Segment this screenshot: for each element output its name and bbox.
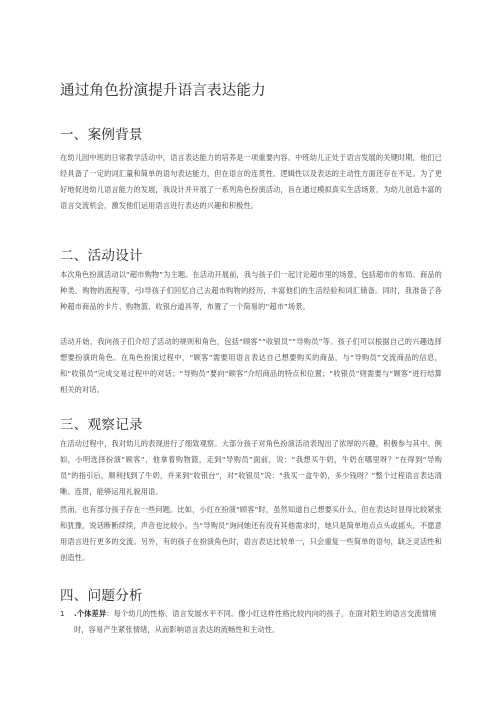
- section-heading-problem-analysis: 四、问题分析: [60, 588, 143, 604]
- paragraph-observation-2: 然而，也有部分孩子存在一些问题。比如，小红在扮演“顾客”时，虽然知道自己想要买什么，但在表达时显得比较紧张和犹豫，说话断断续续，声音也比较小。当“导购员”询问她还有没有其他需求时，她只是简单地点点头或摇头，不愿意用语言进行更多的交流。另外，有的孩子在扮演角色时，语言表达比较单一，只会重复一些简单的语句，缺乏灵活性和创造性。: [60, 505, 442, 562]
- paragraph-observation-1: 在活动过程中，我对幼儿的表现进行了细致观察。大部分孩子对角色扮演活动表现出了浓厚的兴趣，积极参与其中。例如，小明选择扮演“顾客”，他拿着购物篮，走到“导购员”面前，说：“我想买牛奶，牛奶在哪里呀？”在得到“导购员”的指引后，顺利找到了牛奶，并来到“收银台”，对“收银员”说：“我买一盒牛奶，多少钱呀？”整个过程语言表达清晰、连贯，能够运用礼貌用语。: [60, 439, 442, 496]
- list-item-text: ：每个幼儿的性格、语言发展水平不同。像小红这样性格比较内向的孩子，在面对陌生的语言交流情境时，容易产生紧张情绪，从而影响语言表达的流畅性和主动性。: [74, 609, 437, 634]
- list-item: [60, 606, 442, 638]
- document-title: 通过角色扮演提升语言表达能力: [60, 83, 266, 99]
- paragraph-activity-design-1: 本次角色扮演活动以“超市购物”为主题。在活动开展前，我与孩子们一起讨论超市里的场景，包括超市的布局、商品的种类、购物的流程等，弓I导孩子们回忆自己去超市购物的经历，丰富他们的生活经验和词汇储备。同时，我准备了各种超市商品的卡片、购物篮、收银台道具等，布置了一个简易的“超市”场景。: [60, 270, 442, 311]
- section-heading-background: 一、案例背景: [60, 127, 143, 143]
- section-heading-observation: 三、观察记录: [60, 417, 143, 433]
- paragraph-background: 在幼儿园中班的日常教学活动中，语言表达能力的培养是一项重要内容。中班幼儿正处于语言发展的关键时期，他们已经具备了一定的词汇量和简单的语句表达能力，但在语言的连贯性、逻辑性以及表达的主动性方面还存在不足。为了更好地促进幼儿语言能力的发展，我设计并开展了一系列角色扮演活动，旨在通过模拟真实生活场景，为幼儿创造丰富的语言交流机会，激发他们运用语言进行表达的兴趣和积极性。: [60, 153, 442, 210]
- paragraph-activity-design-2: 活动开始，我向孩子们介绍了活动的规则和角色，包括“顾客”“收银员”“导购员”等。孩子们可以根据自己的兴趣选择想要扮演的角色。在角色扮演过程中，“顾客”需要用语言表达自己想要购买的商品，与“导购员”交流商品的信息，和“收银员”完成交易过程中的对话；“导购员”要向“顾客”介绍商品的特点和位置；“收银员”则需要与“顾客”进行结算相关的对话。: [60, 337, 442, 394]
- list-item-number: 1: [60, 609, 65, 618]
- list-item-term: .个体差异: [74, 609, 107, 618]
- section-heading-activity-design: 二、活动设计: [60, 248, 143, 264]
